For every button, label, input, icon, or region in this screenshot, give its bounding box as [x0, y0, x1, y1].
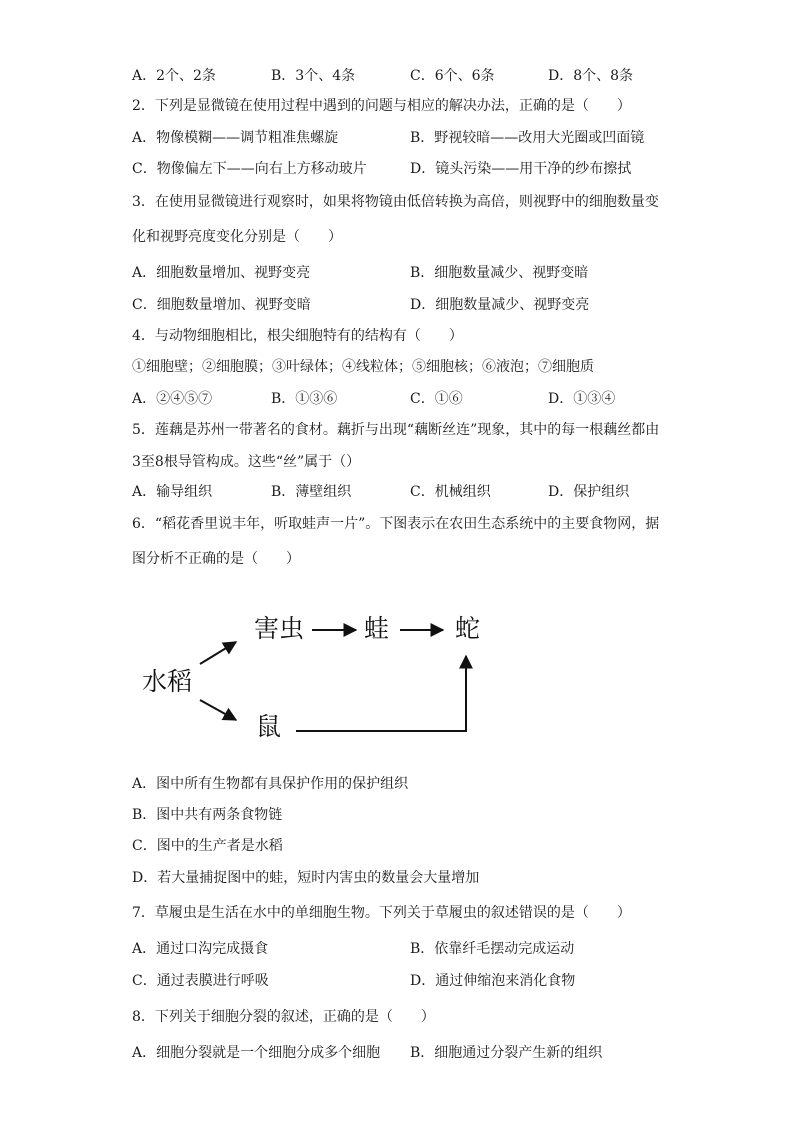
- label-rice: 水稻: [142, 667, 193, 696]
- label-mouse: 鼠: [256, 712, 282, 741]
- q6-option-d: D．若大量捕捉图中的蛙，短时内害虫的数量会大量增加: [132, 870, 480, 886]
- q3-option-a: A．细胞数量增加、视野变亮: [132, 265, 311, 281]
- q5-option-c: C．机械组织: [410, 484, 491, 500]
- label-snake: 蛇: [455, 614, 481, 643]
- q8-option-a: A．细胞分裂就是一个细胞分成多个细胞: [132, 1045, 381, 1061]
- q5-option-a: A．输导组织: [132, 484, 213, 500]
- q5-stem-line1: 5．莲藕是苏州一带著名的食材。藕折与出现“藕断丝连”现象，其中的每一根藕丝都由: [132, 422, 660, 438]
- arrow-rice-to-pest: [200, 642, 236, 664]
- q2-option-c: C．物像偏左下——向右上方移动玻片: [132, 161, 367, 177]
- q4-stem: 4．与动物细胞相比，根尖细胞特有的结构有（ ）: [132, 328, 463, 344]
- q7-option-a: A．通过口沟完成摄食: [132, 941, 269, 957]
- q6-stem-line2: 图分析不正确的是（ ）: [132, 551, 300, 567]
- q6-stem-line1: 6．“稻花香里说丰年，听取蛙声一片”。下图表示在农田生态系统中的主要食物网，据: [132, 516, 660, 532]
- q2-option-d: D．镜头污染——用干净的纱布擦拭: [410, 161, 632, 177]
- label-frog: 蛙: [364, 614, 390, 643]
- q1-option-c: C．6个、6条: [410, 68, 495, 84]
- q7-option-b: B．依靠纤毛摆动完成运动: [410, 941, 575, 957]
- q7-stem: 7．草履虫是生活在水中的单细胞生物。下列关于草履虫的叙述错误的是（ ）: [132, 905, 631, 921]
- label-pest: 害虫: [254, 614, 305, 643]
- arrow-rice-to-mouse: [200, 700, 236, 720]
- q6-option-b: B．图中共有两条食物链: [132, 807, 283, 823]
- q2-option-b: B．野视较暗——改用大光圈或凹面镜: [410, 130, 645, 146]
- q8-stem: 8．下列关于细胞分裂的叙述，正确的是（ ）: [132, 1009, 435, 1025]
- q4-option-b: B．①③⑥: [271, 391, 338, 407]
- q3-stem-line2: 化和视野亮度变化分别是（ ）: [132, 229, 342, 245]
- q6-option-c: C．图中的生产者是水稻: [132, 838, 283, 854]
- q4-option-a: A．②④⑤⑦: [132, 391, 213, 407]
- q3-option-d: D．细胞数量减少、视野变亮: [410, 297, 590, 313]
- q8-option-b: B．细胞通过分裂产生新的组织: [410, 1045, 603, 1061]
- q6-option-a: A．图中所有生物都有具保护作用的保护组织: [132, 776, 409, 792]
- q5-stem-line2: 3至8根导管构成。这些“丝”属于（）: [132, 454, 361, 470]
- q3-option-b: B．细胞数量减少、视野变暗: [410, 265, 589, 281]
- arrow-mouse-to-snake: [296, 656, 466, 731]
- q5-option-b: B．薄壁组织: [271, 484, 352, 500]
- q7-option-d: D．通过伸缩泡来消化食物: [410, 973, 576, 989]
- q3-stem-line1: 3．在使用显微镜进行观察时，如果将物镜由低倍转换为高倍，则视野中的细胞数量变: [132, 194, 659, 210]
- q3-option-c: C．细胞数量增加、视野变暗: [132, 297, 311, 313]
- q7-option-c: C．通过表膜进行呼吸: [132, 973, 269, 989]
- q1-option-a: A．2个、2条: [132, 68, 216, 84]
- q4-items: ①细胞壁；②细胞膜；③叶绿体；④线粒体；⑤细胞核；⑥液泡；⑦细胞质: [132, 359, 594, 375]
- q5-option-d: D．保护组织: [548, 484, 630, 500]
- q1-option-b: B．3个、4条: [271, 68, 356, 84]
- q2-stem: 2．下列是显微镜在使用过程中遇到的问题与相应的解决办法，正确的是（ ）: [132, 98, 631, 114]
- q4-option-c: C．①⑥: [410, 391, 463, 407]
- q4-option-d: D．①③④: [548, 391, 616, 407]
- q2-option-a: A．物像模糊——调节粗准焦螺旋: [132, 130, 339, 146]
- food-web-diagram: [130, 600, 510, 760]
- q1-option-d: D．8个、8条: [548, 68, 634, 84]
